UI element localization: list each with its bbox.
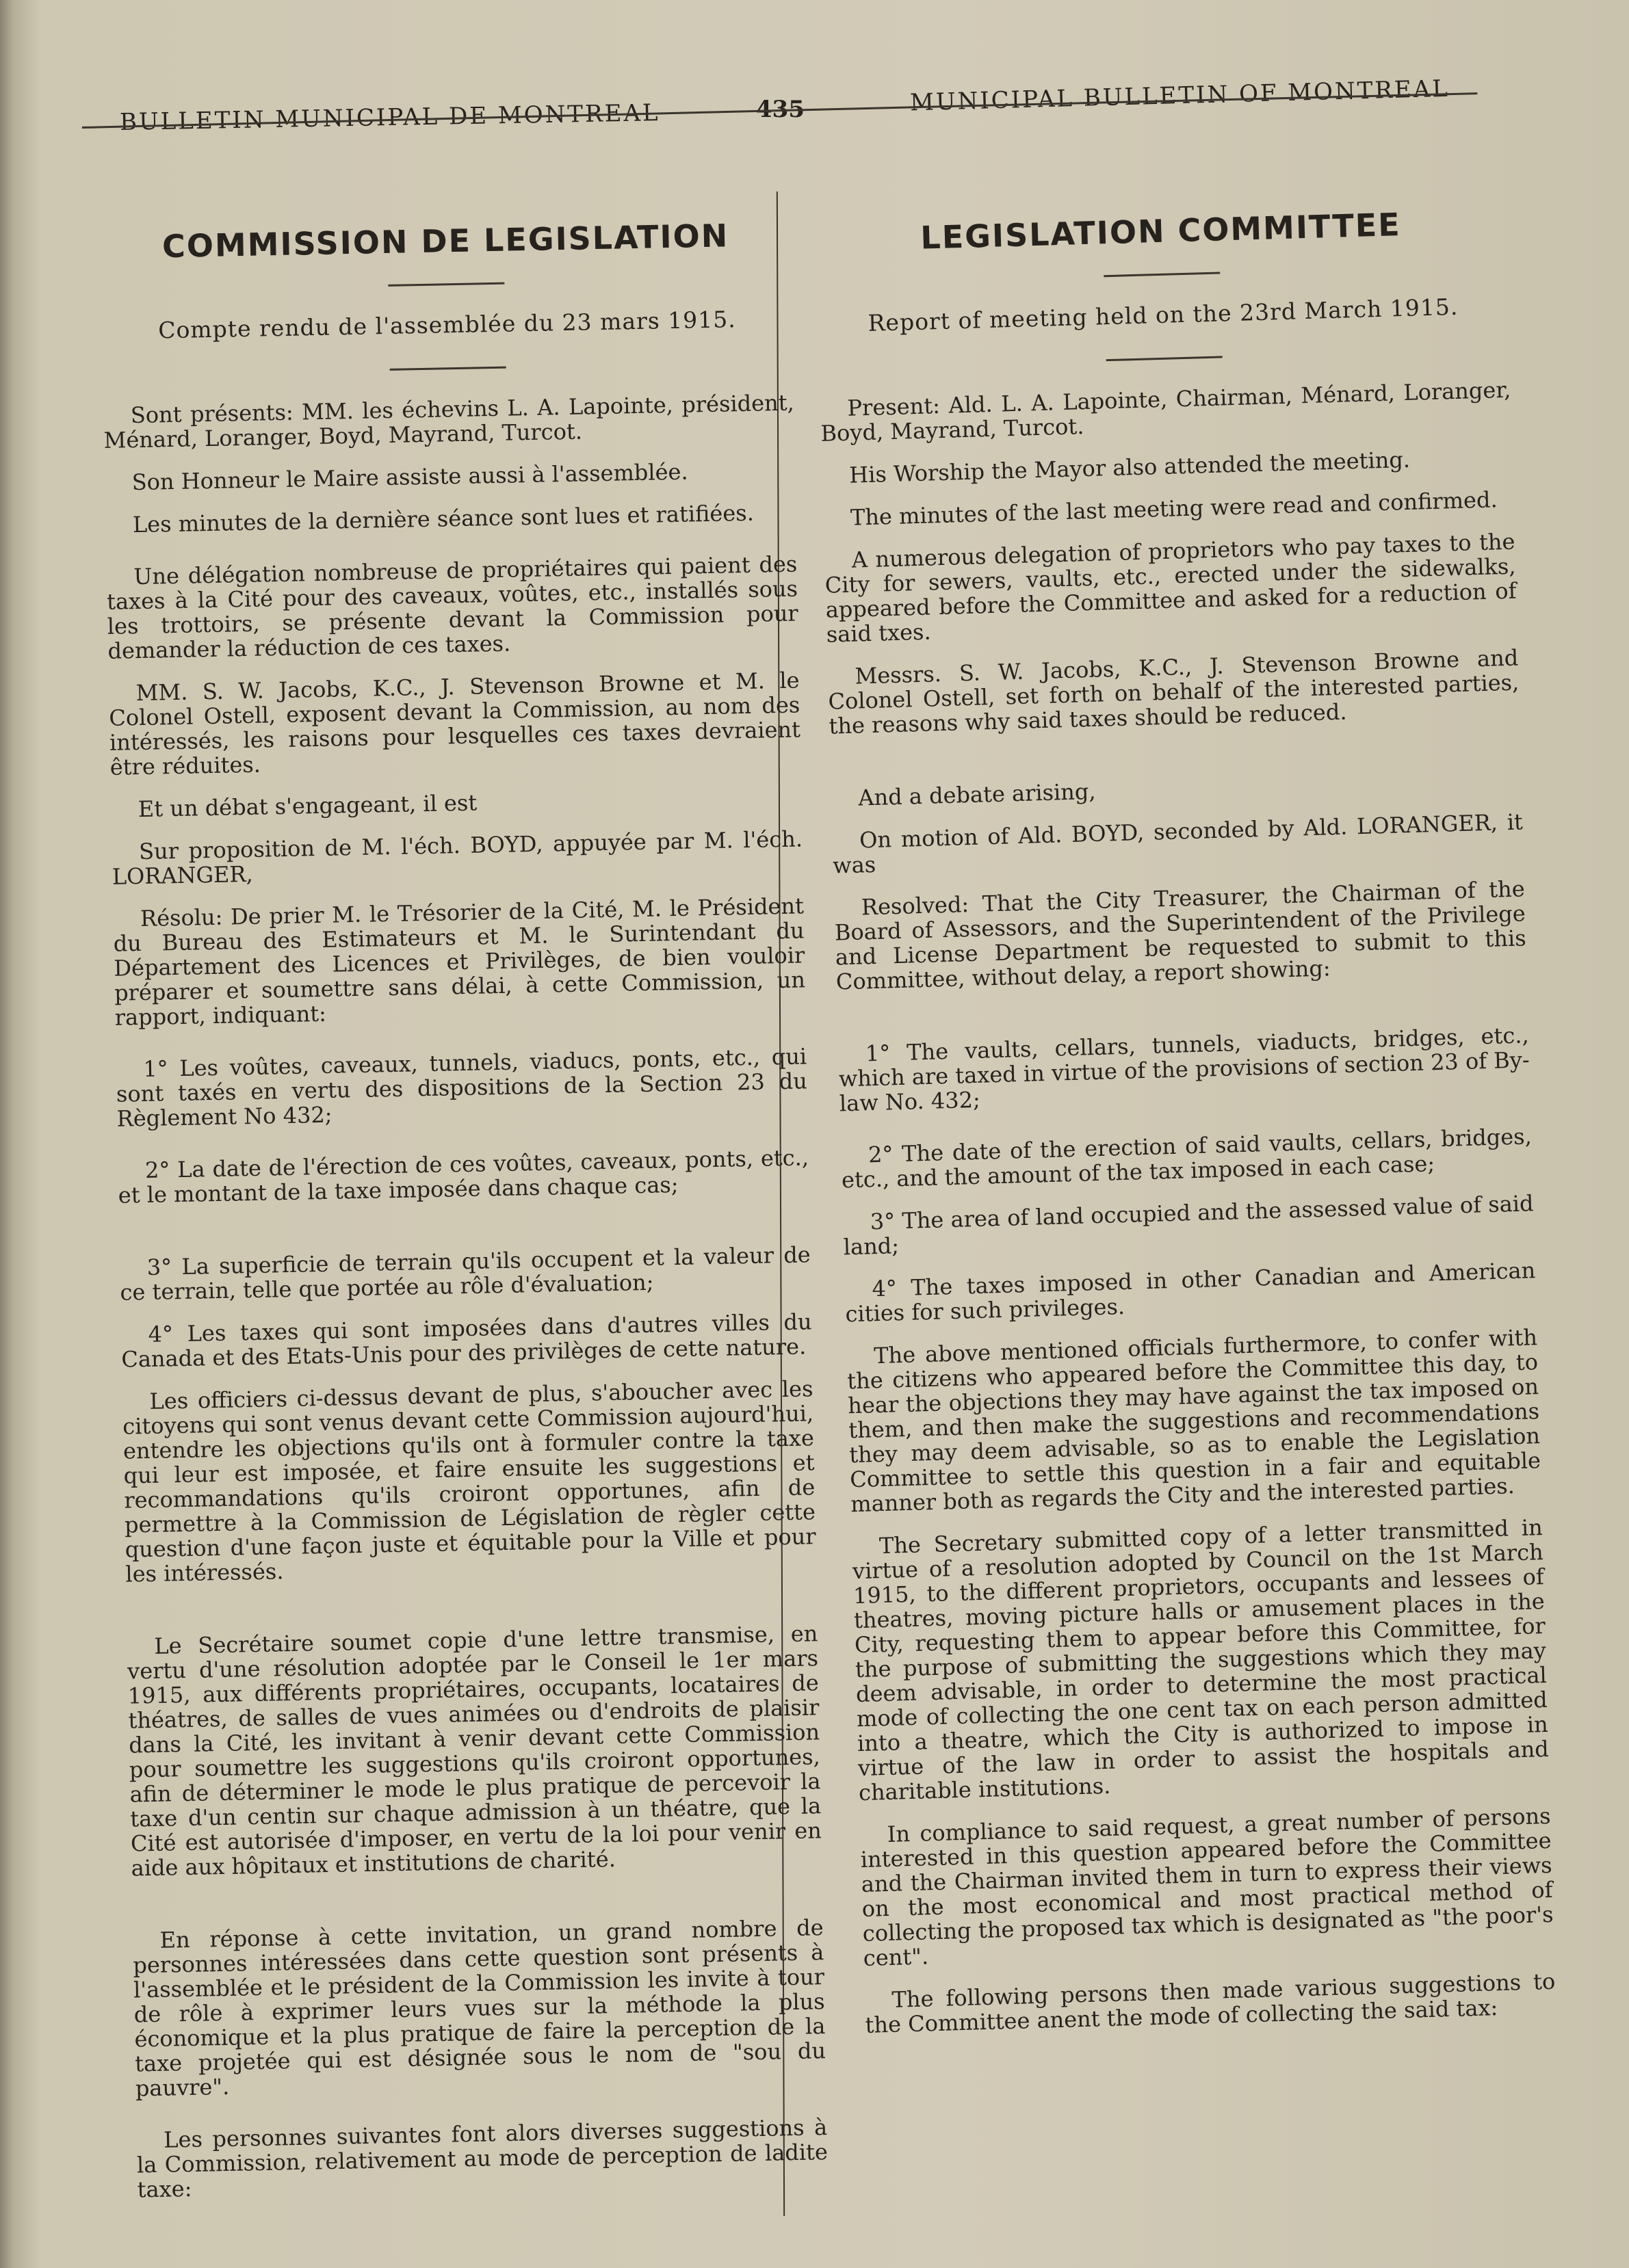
french-paragraph: En réponse à cette invitation, un grand nombre de personnes intéressées dans cette question sont présents à l'assemblée et le président de la Commission les invite à tour de rôle à exprimer leurs vues sur la méthode la plus économique et la plus pratique de faire la perception de la taxe projetée qui est désignée sous le nom de "sou du pauvre". [133,1914,826,2102]
english-paragraph: A numerous delegation of proprietors who pay taxes to the City for sewers, vaults, etc., erected under the sidewalks, appeared before the Committee and asked for a reduction of said txes. [824,528,1517,648]
english-list-item: 4° The taxes imposed in other Canadian and American cities for such privileges. [845,1257,1536,1328]
french-paragraph: Les officiers ci-dessus devant de plus, s'aboucher avec les citoyens qui sont venus devant cette Commission aujourd'hui, entendre les objections qu'ils ont à formuler contre la taxe qui leur est imposée, et faire ensuite les suggestions et recommandations qu'ils croiront opportunes, afin de permettre à la Commission de Législation de règler cette question d'une façon juste et équitable pour la Ville et pour les intéressés. [122,1375,816,1587]
english-list-item: 1° The vaults, cellars, tunnels, viaducts, bridges, etc., which are taxed in virtue of the provisions of section 23 of By-law No. 432; [838,1022,1530,1117]
english-paragraph: The following persons then made various suggestions to the Committee anent the mode of collecting the said tax: [865,1968,1556,2038]
english-paragraph: Resolved: That the City Treasurer, the Chairman of the Board of Assessors, and the Superintendent of the Privilege and License Department be requested to submit to this Committee, without delay, a report showing: [834,875,1527,995]
english-paragraph: Present: Ald. L. A. Lapointe, Chairman, Ménard, Loranger, Boyd, Mayrand, Turcot. [820,376,1511,447]
english-column [814,179,1556,2038]
english-subtitle: Report of meeting held on the 23rd March 1915. [868,293,1459,337]
french-paragraph: Sont présents: MM. les échevins L. A. Lapointe, président, Ménard, Loranger, Boyd, Mayrand, Turcot. [103,389,795,453]
english-paragraph: In compliance to said request, a great number of persons interested in this question appeared before the Committee and the Chairman invited them in turn to express their views on the most economical and most practical method of collecting the proposed tax which is designated as "the poor's cent". [860,1802,1554,1971]
english-list-item: 2° The date of the erection of said vaults, cellars, bridges, etc., and the amount of the tax imposed in each case; [841,1123,1533,1194]
english-paragraph: And a debate arising, [857,778,1097,811]
page-header [116,68,1478,136]
subtitle-rule [390,367,506,371]
english-section-title: LEGISLATION COMMITTEE [920,206,1402,256]
french-section-title: COMMISSION DE LEGISLATION [161,217,729,265]
header-english-title: MUNICIPAL BULLETIN OF MONTREAL [909,75,1450,117]
french-paragraph: MM. S. W. Jacobs, K.C., J. Stevenson Browne et M. le Colonel Ostell, exposent devant la Commission, au nom des intéressés, les raisons pour lesquelles ces taxes devraient être réduites. [109,667,801,780]
english-paragraph: His Worship the Mayor also attended the meeting. [848,446,1411,488]
french-paragraph: Résolu: De prier M. le Trésorier de la Cité, M. le Président du Bureau des Estimateurs et M. le Surintendant du Département des Licences et Privilèges, de bien vouloir préparer et soumettre sans délai, à cette Commission, un rapport, indiquant: [113,893,806,1031]
header-french-title: BULLETIN MUNICIPAL DE MONTREAL [119,99,660,136]
french-paragraph: Le Secrétaire soumet copie d'une lettre transmise, en vertu d'une résolution adoptée par le Conseil le 1er mars 1915, aux différents propriétaires, occupants, locataires de théatres, de salles de vues animées ou d'endroits de plaisir dans la Cité, les invitant à venir devant cette Commission pour soumettre les suggestions qu'ils croiront opportunes, afin de déterminer le mode le plus pratique de percevoir la taxe d'un centin sur chaque admission à un théatre, que la Cité est autorisée d'imposer, en vertu de la loi pour venir en aide aux hôpitaux et institutions de charité. [127,1620,822,1882]
french-list-item: 1° Les voûtes, caveaux, tunnels, viaducs, ponts, etc., qui sont taxés en vertu des dispositions de la Section 23 du Règlement No 432; [116,1043,808,1132]
page-number: 435 [756,96,805,123]
title-rule [388,282,504,287]
french-list-item: 2° La date de l'érection de ces voûtes, caveaux, ponts, etc., et le montant de la taxe imposée dans chaque cas; [118,1144,809,1209]
french-paragraph: Son Honneur le Maire assiste aussi à l'assemblée. [131,458,688,496]
title-rule [1104,272,1220,277]
french-paragraph: Une délégation nombreuse de propriétaires qui paient des taxes à la Cité pour des caveaux, voûtes, etc., installés sous les trottoirs, se présente devant la Commission pour demander la réduction de ces taxes. [106,551,799,664]
french-subtitle: Compte rendu de l'assemblée du 23 mars 1915. [157,306,737,344]
english-list-item: 3° The area of land occupied and the assessed value of said land; [843,1190,1534,1261]
subtitle-rule [1106,356,1223,361]
french-list-item: 4° Les taxes qui sont imposées dans d'autres villes du Canada et des Etats-Unis pour des privilèges de cette nature. [121,1308,812,1373]
french-paragraph: Les minutes de la dernière séance sont lues et ratifiées. [132,499,755,538]
english-paragraph: The Secretary submitted copy of a letter transmitted in virtue of a resolution adopted by Council on the 1st March 1915, to the different proprietors, occupants and lessees of theatres, moving picture halls or amusement places in the City, requesting them to appear before this Committee, for the purpose of submitting the suggestions which they may deem advisable, in order to determine the most practical mode of collecting the one cent tax on each person admitted into a theatre, which the City is authorized to impose in virtue of the law in order to assist the hospitals and charitable institutions. [852,1514,1550,1806]
french-paragraph: Et un débat s'engageant, il est [138,789,478,823]
english-paragraph: The above mentioned officials furthermore, to confer with the citizens who appeared before the Committee this day, to hear the objections they may have against the tax imposed on them, and then make the suggestions and recommendations they may deem advisable, so as to enable the Legislation Committee to settle this question in a fair and equitable manner both as regards the City and the interested parties. [846,1324,1541,1518]
english-paragraph: Messrs. S. W. Jacobs, K.C., J. Stevenson Browne and Colonel Ostell, set forth on behalf of the interested parties, the reasons why said taxes should be reduced. [828,644,1520,739]
french-paragraph: Sur proposition de M. l'éch. BOYD, appuyée par M. l'éch. LORANGER, [112,826,803,890]
english-paragraph: The minutes of the last meeting were read and confirmed. [850,486,1498,531]
french-list-item: 3° La superficie de terrain qu'ils occupent et la valeur de ce terrain, telle que portée au rôle d'évaluation; [120,1241,811,1306]
french-column [99,192,829,2202]
french-paragraph: Les personnes suivantes font alors diverses suggestions à la Commission, relativement au mode de perception de ladite taxe: [136,2114,829,2203]
english-paragraph: On motion of Ald. BOYD, seconded by Ald. LORANGER, it was [832,808,1524,879]
